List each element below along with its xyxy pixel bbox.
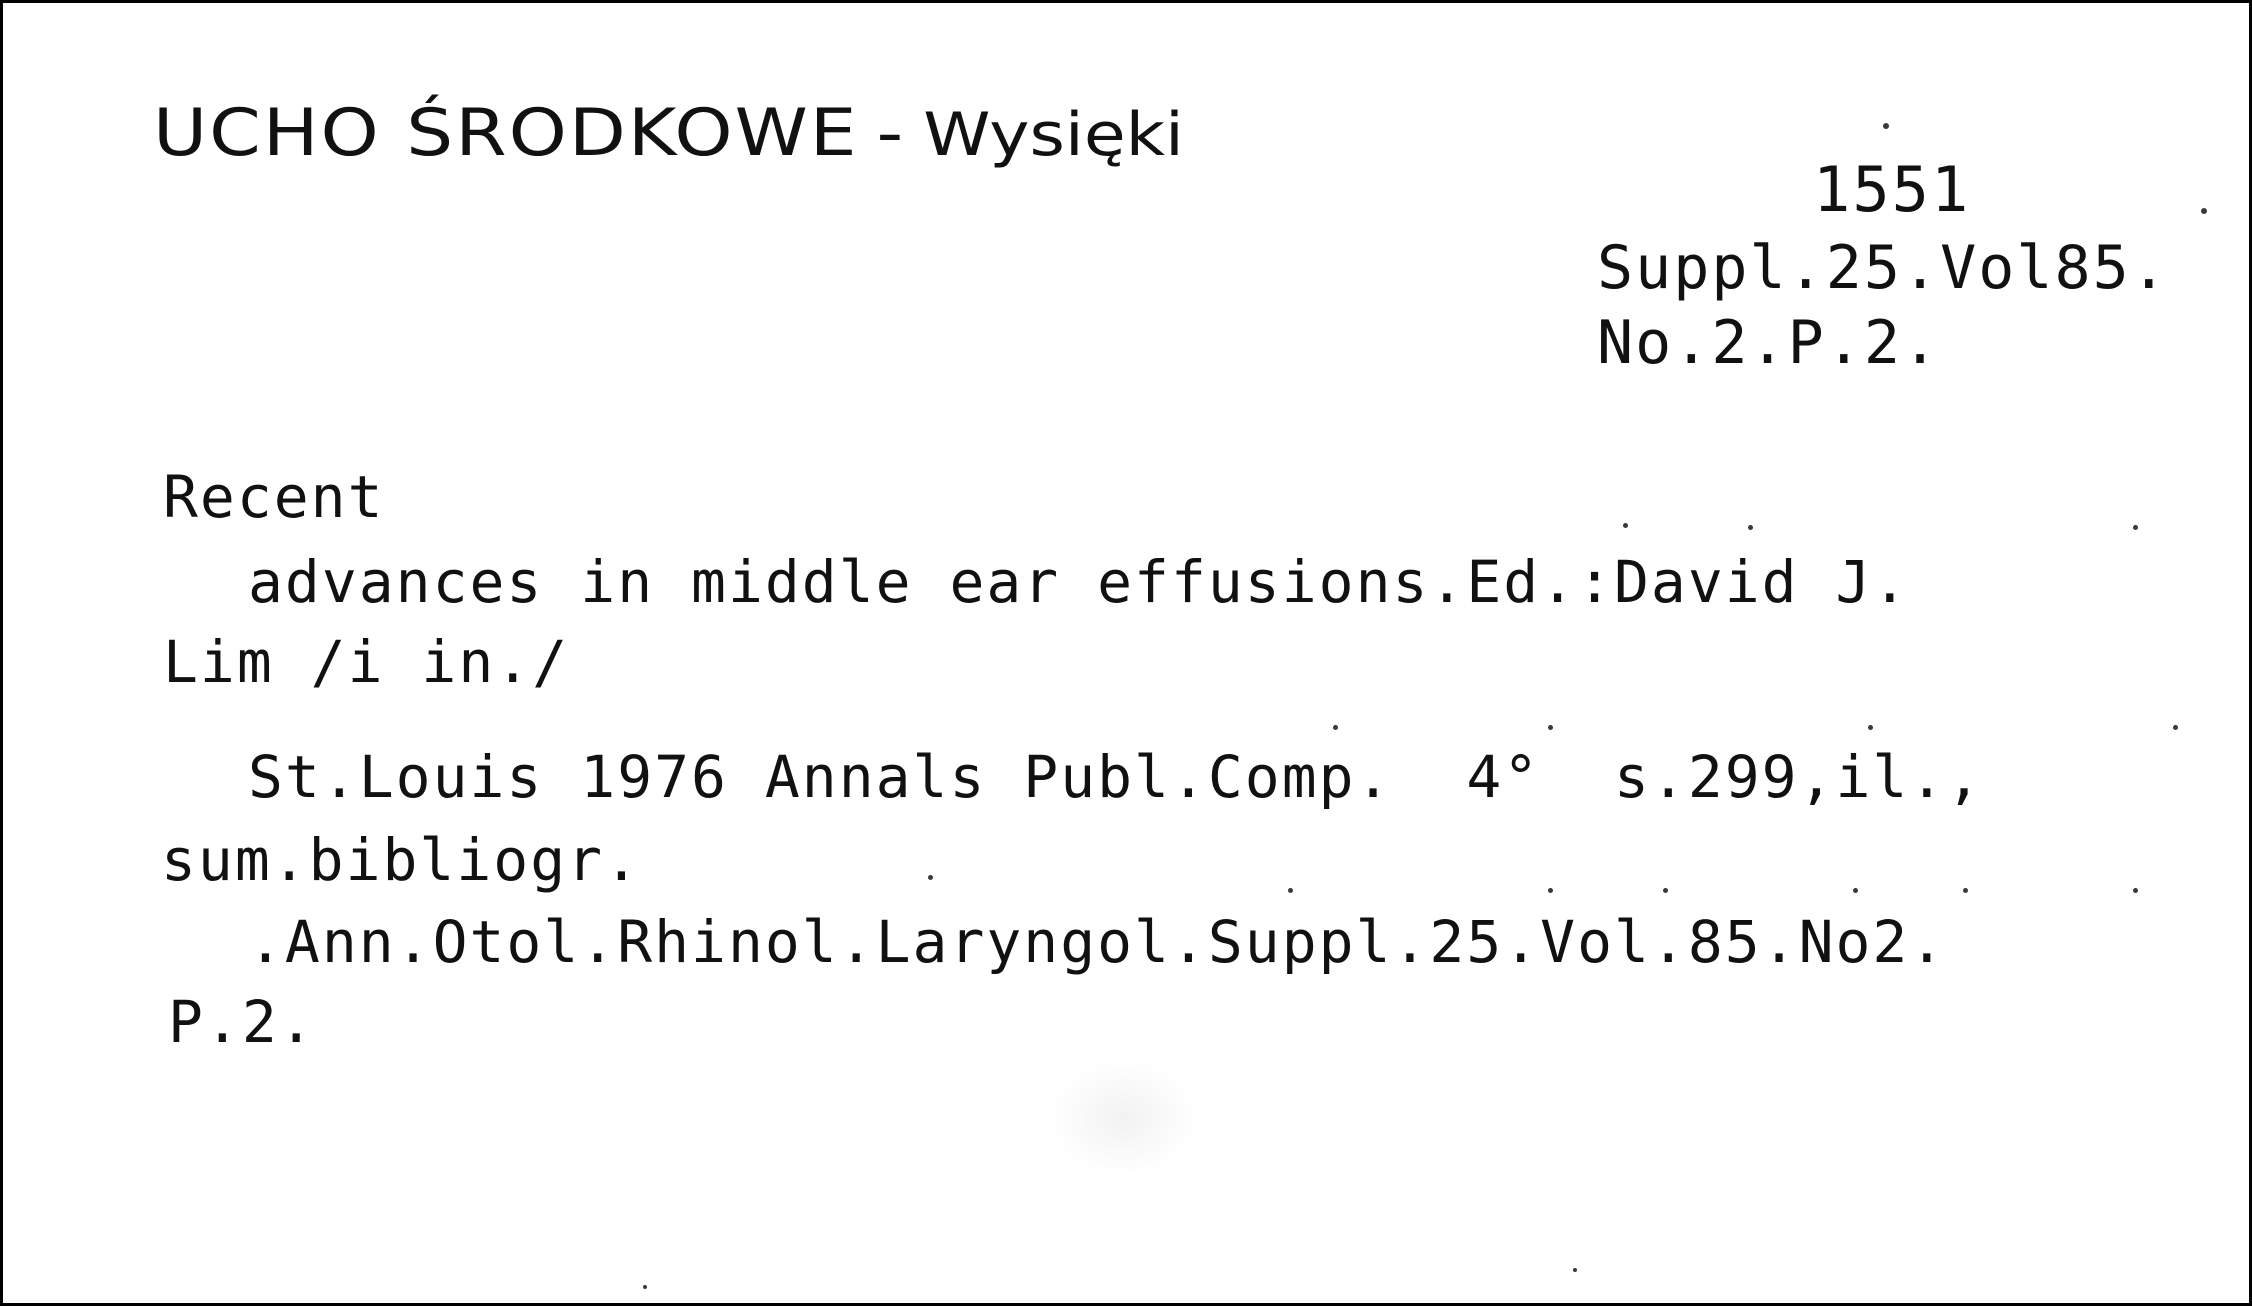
entry-series-page: P.2. <box>168 988 316 1056</box>
ink-speck <box>1548 888 1553 893</box>
shelf-mark-line-2: No.2.P.2. <box>1597 308 1941 378</box>
ink-speck <box>1868 725 1873 730</box>
subject-topic: UCHO ŚRODKOWE <box>153 95 859 171</box>
entry-bibliography-note: sum.bibliogr. <box>161 826 641 894</box>
ink-speck <box>1748 525 1753 530</box>
entry-editor-continued: Lim /i in./ <box>163 628 570 696</box>
ink-speck <box>1883 123 1889 129</box>
shelf-mark-line-1: Suppl.25.Vol85. <box>1597 233 2169 303</box>
ink-speck <box>1548 725 1553 730</box>
ink-speck <box>1963 888 1968 893</box>
ink-speck <box>1623 523 1628 528</box>
paper-smudge <box>1048 1058 1198 1178</box>
ink-speck <box>928 875 933 880</box>
ink-speck <box>1288 888 1293 893</box>
entry-title-continued: advances in middle ear effusions.Ed.:David J. <box>248 548 1910 616</box>
ink-speck <box>2133 525 2138 530</box>
subject-separator: - <box>876 95 906 171</box>
ink-speck <box>643 1285 647 1289</box>
ink-speck <box>1573 1268 1577 1272</box>
call-number: 1551 <box>1813 153 1971 226</box>
ink-speck <box>2173 725 2178 730</box>
entry-title-start: Recent <box>163 463 385 531</box>
ink-speck <box>1663 888 1668 893</box>
ink-speck <box>2201 208 2207 214</box>
entry-series: .Ann.Otol.Rhinol.Laryngol.Suppl.25.Vol.85.No2. <box>248 908 1947 976</box>
subject-subtopic: Wysięki <box>923 100 1184 170</box>
ink-speck <box>1333 725 1338 730</box>
entry-imprint: St.Louis 1976 Annals Publ.Comp. 4° s.299,il., <box>248 743 1984 811</box>
subject-heading <box>153 95 1184 171</box>
ink-speck <box>1853 888 1858 893</box>
ink-speck <box>2133 888 2138 893</box>
